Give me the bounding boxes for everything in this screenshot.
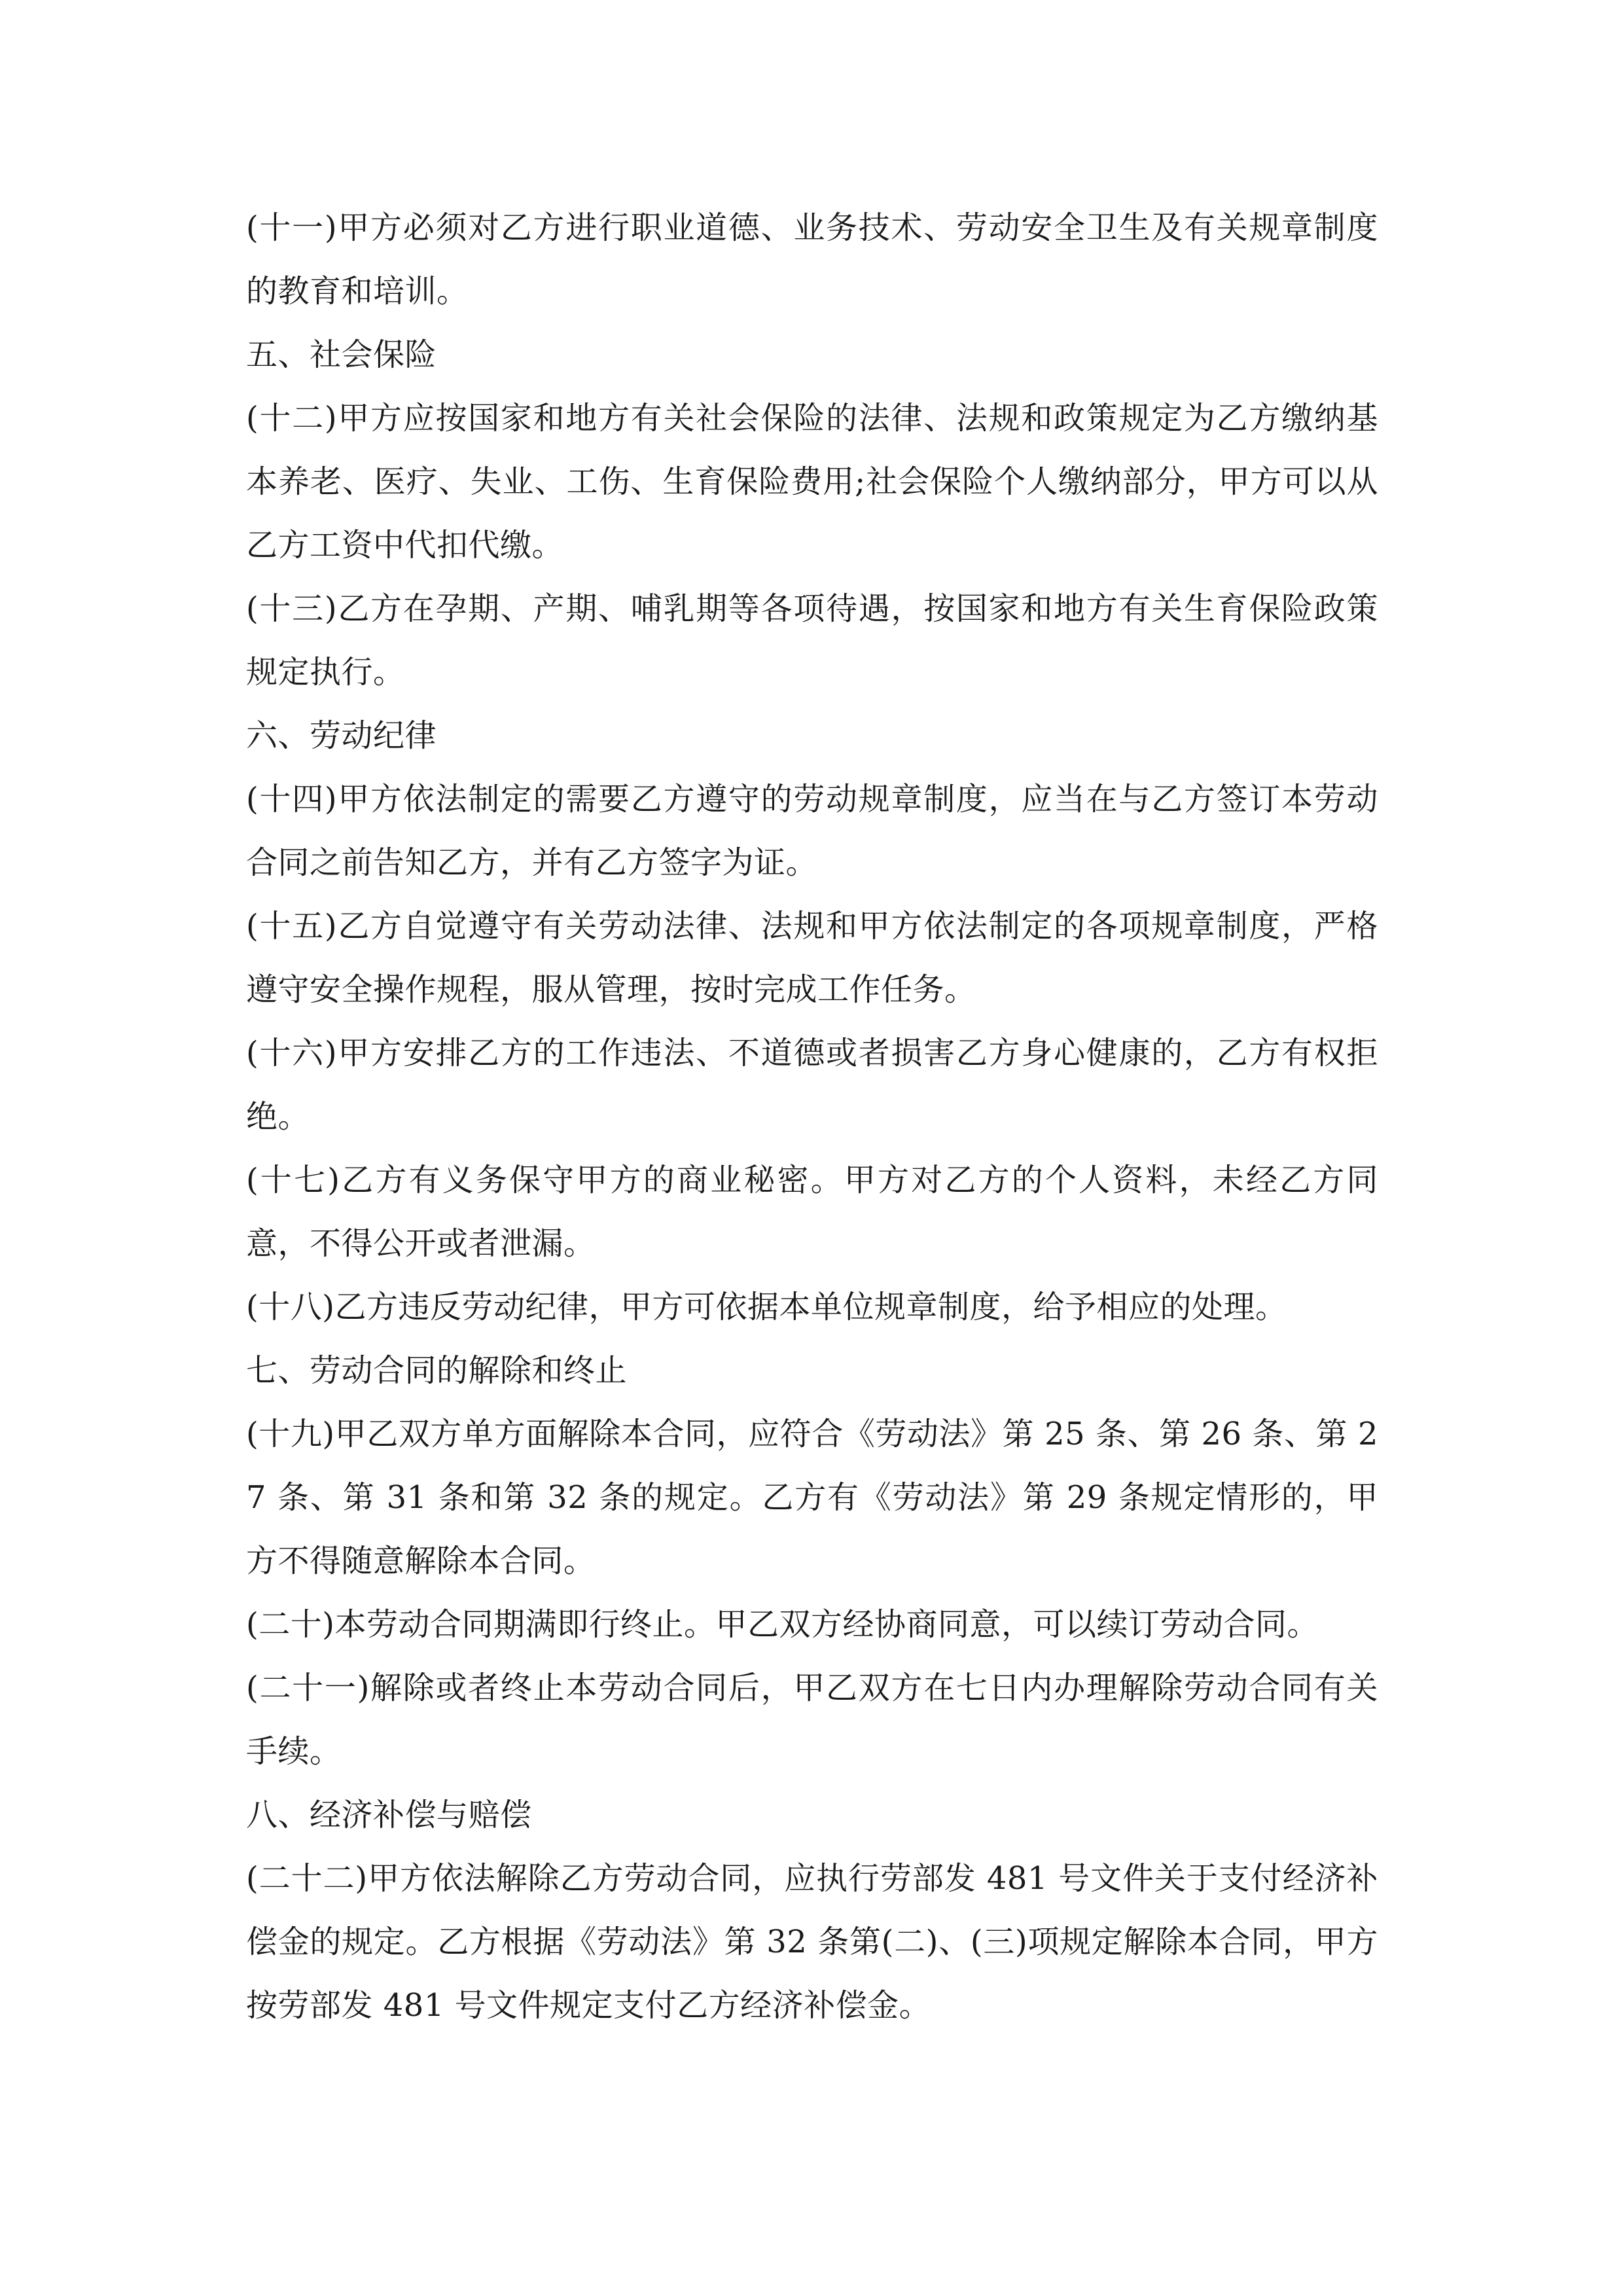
clause-21: (二十一)解除或者终止本劳动合同后，甲乙双方在七日内办理解除劳动合同有关手续。: [246, 1670, 1378, 1770]
clause-12: (十二)甲方应按国家和地方有关社会保险的法律、法规和政策规定为乙方缴纳基本养老、医疗、失业、工伤、生育保险费用;社会保险个人缴纳部分，甲方可以从乙方工资中代扣代缴。: [246, 400, 1378, 564]
clause-22: (二十二)甲方依法解除乙方劳动合同，应执行劳部发 481 号文件关于支付经济补偿金的规定。乙方根据《劳动法》第 32 条第(二)、(三)项规定解除本合同，甲方按劳部发 481 号文件规定支付乙方经济补偿金。: [246, 1860, 1378, 2024]
clause-17: (十七)乙方有义务保守甲方的商业秘密。甲方对乙方的个人资料，未经乙方同意，不得公开或者泄漏。: [246, 1162, 1378, 1262]
document-body: [246, 196, 1378, 2037]
clause-18: (十八)乙方违反劳动纪律，甲方可依据本单位规章制度，给予相应的处理。: [246, 1289, 1287, 1325]
clause-14: (十四)甲方依法制定的需要乙方遵守的劳动规章制度，应当在与乙方签订本劳动合同之前告知乙方，并有乙方签字为证。: [246, 781, 1378, 881]
section-heading-termination: 七、劳动合同的解除和终止: [246, 1352, 628, 1389]
clause-13: (十三)乙方在孕期、产期、哺乳期等各项待遇，按国家和地方有关生育保险政策规定执行。: [246, 590, 1378, 691]
clause-11: (十一)甲方必须对乙方进行职业道德、业务技术、劳动安全卫生及有关规章制度的教育和培训。: [246, 209, 1378, 310]
clause-16: (十六)甲方安排乙方的工作违法、不道德或者损害乙方身心健康的，乙方有权拒绝。: [246, 1035, 1378, 1135]
section-heading-labor-discipline: 六、劳动纪律: [246, 717, 437, 754]
clause-19: (十九)甲乙双方单方面解除本合同，应符合《劳动法》第 25 条、第 26 条、第 27 条、第 31 条和第 32 条的规定。乙方有《劳动法》第 29 条规定情形的，甲方不得随意解除本合同。: [246, 1416, 1378, 1579]
section-heading-compensation: 八、经济补偿与赔偿: [246, 1797, 532, 1833]
clause-15: (十五)乙方自觉遵守有关劳动法律、法规和甲方依法制定的各项规章制度，严格遵守安全操作规程，服从管理，按时完成工作任务。: [246, 908, 1378, 1008]
clause-20: (二十)本劳动合同期满即行终止。甲乙双方经协商同意，可以续订劳动合同。: [246, 1606, 1319, 1643]
section-heading-social-insurance: 五、社会保险: [246, 336, 437, 373]
